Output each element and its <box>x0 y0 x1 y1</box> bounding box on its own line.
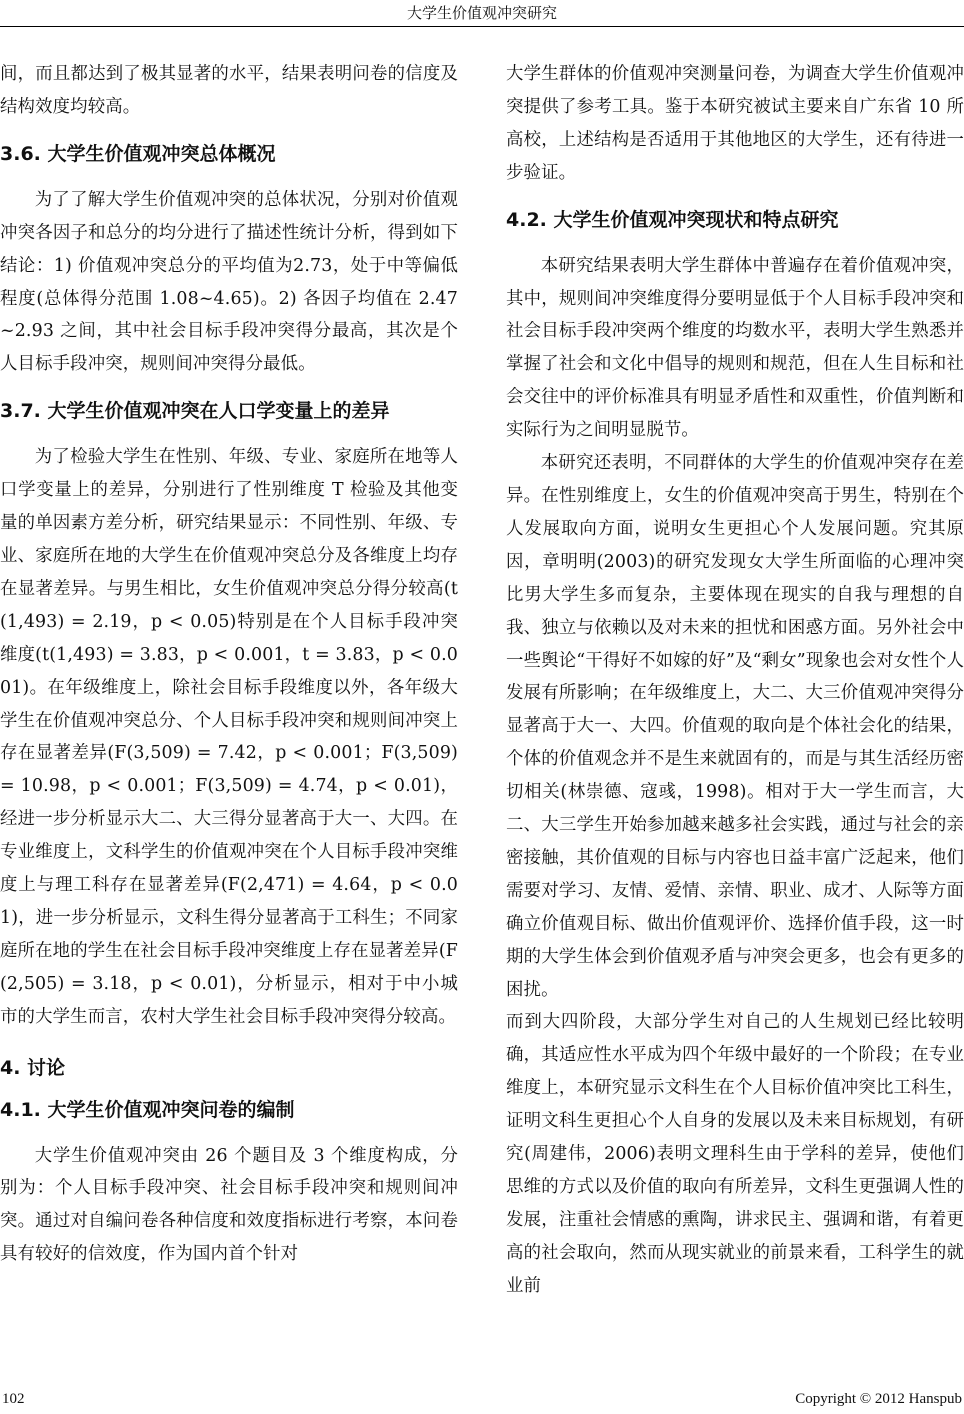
paragraph-continued-right: 大学生群体的价值观冲突测量问卷，为调查大学生价值观冲突提供了参考工具。鉴于本研究被试主要来自广东省 10 所高校，上述结构是否适用于其他地区的大学生，还有待进一步验证。 <box>506 64 964 183</box>
paragraph-4-1: 大学生价值观冲突由 26 个题目及 3 个维度构成，分别为：个人目标手段冲突、社会目标手段冲突和规则间冲突。通过对自编问卷各种信度和效度指标进行考察，本问卷具有较好的信效度，作为国内首个针对 <box>0 1145 458 1265</box>
section-heading-4: 4. 讨论 <box>0 1056 66 1079</box>
section-heading-3-6: 3.6. 大学生价值观冲突总体概况 <box>0 142 276 165</box>
copyright-notice: Copyright © 2012 Hanspub <box>795 1391 962 1407</box>
paragraph-4-2-c: 而到大四阶段，大部分学生对自己的人生规划已经比较明确，其适应性水平成为四个年级中最好的一个阶段；在专业维度上，本研究显示文科生在个人目标价值冲突比工科生，证明文科生更担心个人自身的发展以及未来目标规划，有研究(周建伟，2006)表明文理科生由于学科的差异，使他们思维的方式以及价值的取向有所差异，文科生更强调人性的发展，注重社会情感的熏陶，讲求民主、强调和谐，有着更高的社会取向，然而从现实就业的前景来看，工科学生的就业前 <box>506 1012 964 1296</box>
section-heading-4-2: 4.2. 大学生价值观冲突现状和特点研究 <box>506 208 839 231</box>
header-rule <box>0 26 964 27</box>
section-heading-3-7: 3.7. 大学生价值观冲突在人口学变量上的差异 <box>0 400 390 423</box>
paragraph-continued: 间，而且都达到了极其显著的水平，结果表明问卷的信度及结构效度均较高。 <box>0 64 458 117</box>
paragraph-3-7: 为了检验大学生在性别、年级、专业、家庭所在地等人口学变量上的差异，分别进行了性别维度 T 检验及其他变量的单因素方差分析，研究结果显示：不同性别、年级、专业、家庭所在地的大学生在价值观冲突总分及各维度上均存在显著差异。与男生相比，女生价值观冲突总分得分较高(t(1,493) = 2.19，p < 0.05)特别是在个人目标手段冲突维度(t(1,493) = 3.83，p < 0.001，t = 3.83，p < 0.001)。在年级维度上，除社会目标手段维度以外，各年级大学生在价值观冲突总分、个人目标手段冲突和规则间冲突上存在显著差异(F(3,509) = 7.42，p < 0.001；F(3,509) = 10.98，p < 0.001；F(3,509) = 4.74，p < 0.01)，经进一步分析显示大二、大三得分显著高于大一、大四。在专业维度上，文科学生的价值观冲突在个人目标手段冲突维度上与理工科存在显著差异(F(2,471) = 4.64，p < 0.01)，进一步分析显示，文科生得分显著高于工科生；不同家庭所在地的学生在社会目标手段冲突维度上存在显著差异(F(2,505) = 3.18，p < 0.01)，分析显示，相对于中小城市的大学生而言，农村大学生社会目标手段冲突得分较高。 <box>0 447 458 1027</box>
paragraph-3-6: 为了了解大学生价值观冲突的总体状况，分别对价值观冲突各因子和总分的均分进行了描述性统计分析，得到如下结论：1) 价值观冲突总分的平均值为2.73，处于中等偏低程度(总体得分范围 1.08~4.65)。2) 各因子均值在 2.47~2.93 之间，其中社会目标手段冲突得分最高，其次是个人目标手段冲突，规则间冲突得分最低。 <box>0 189 458 375</box>
paragraph-4-2-a: 本研究结果表明大学生群体中普遍存在着价值观冲突，其中，规则间冲突维度得分要明显低于个人目标手段冲突和社会目标手段冲突两个维度的均数水平，表明大学生熟悉并掌握了社会和文化中倡导的规则和规范，但在人生目标和社会交往中的评价标准具有明显矛盾性和双重性，价值判断和实际行为之间明显脱节。 <box>506 255 964 441</box>
left-column <box>0 58 458 1388</box>
page-number: 102 <box>2 1391 25 1407</box>
right-column <box>506 58 964 1388</box>
section-heading-4-1: 4.1. 大学生价值观冲突问卷的编制 <box>0 1098 295 1121</box>
paragraph-4-2-b: 本研究还表明，不同群体的大学生的价值观冲突存在差异。在性别维度上，女生的价值观冲突高于男生，特别在个人发展取向方面，说明女生更担心个人发展问题。究其原因，章明明(2003)的研究发现女大学生所面临的心理冲突比男大学生多而复杂，主要体现在现实的自我与理想的自我、独立与依赖以及对未来的担忧和困惑方面。另外社会中一些舆论“干得好不如嫁的好”及“剩女”现象也会对女性个人发展有所影响；在年级维度上，大二、大三价值观冲突得分显著高于大一、大四。价值观的取向是个体社会化的结果，个体的价值观念并不是生来就固有的，而是与其生活经历密切相关(林崇德、寇彧，1998)。相对于大一学生而言，大二、大三学生开始参加越来越多社会实践，通过与社会的亲密接触，其价值观的目标与内容也日益丰富广泛起来，他们需要对学习、友情、爱情、亲情、职业、成才、人际等方面确立价值观目标、做出价值观评价、选择价值手段，这一时期的大学生体会到价值观矛盾与冲突会更多，也会有更多的困扰。 <box>506 453 964 1000</box>
running-header: 大学生价值观冲突研究 <box>406 4 557 22</box>
